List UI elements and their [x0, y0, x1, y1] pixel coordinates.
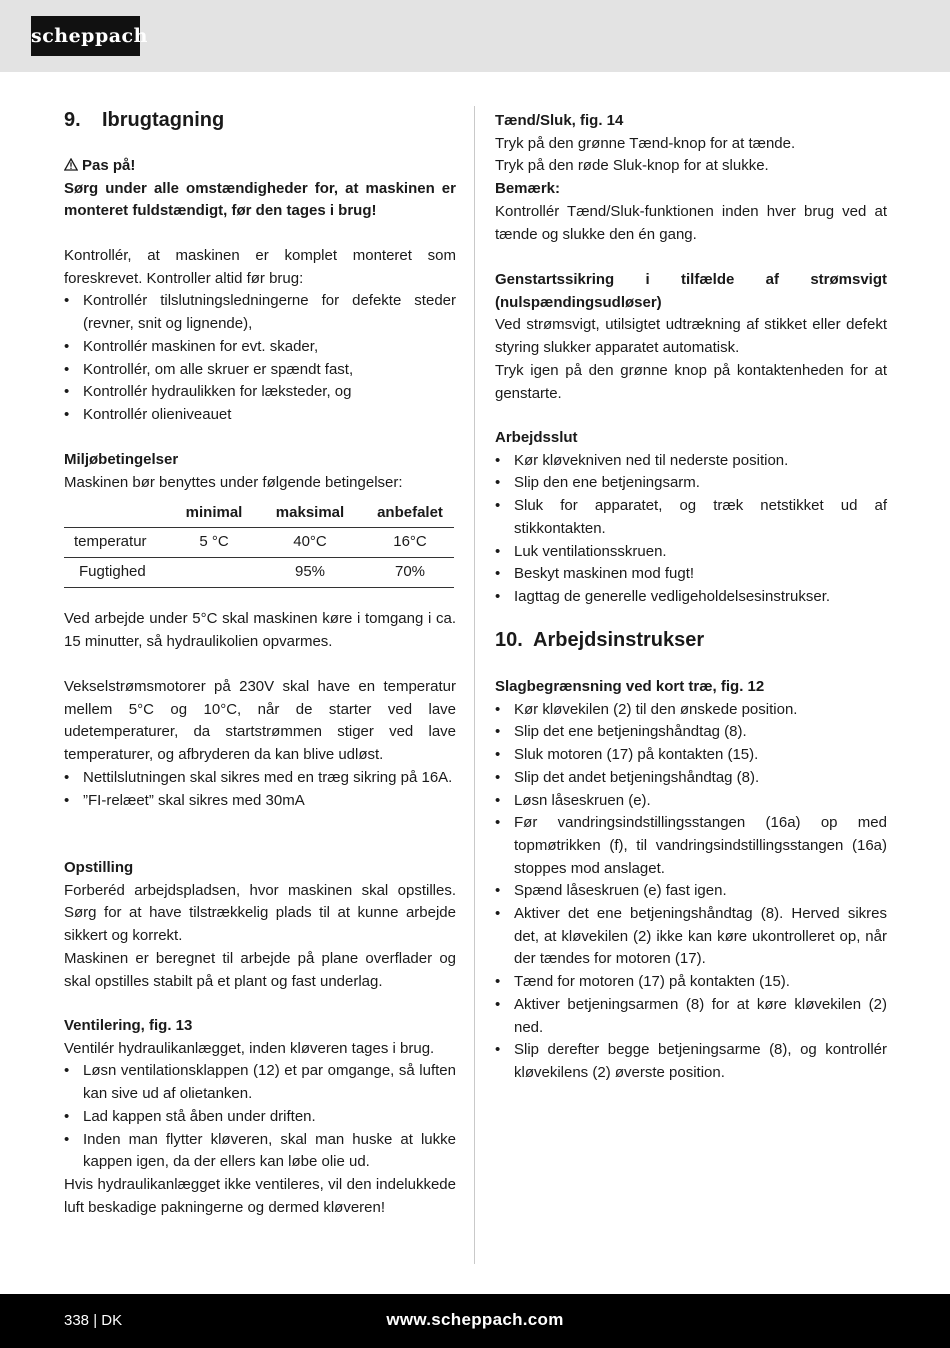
list-item: • Løsn låseskruen (e). [495, 790, 887, 813]
restart-paragraph: Ved strømsvigt, utilsigtet udtrækning af stikket eller defekt styring slukker apparatet automatisk. [495, 316, 887, 357]
end-block [495, 427, 887, 609]
table-cell: 5 °C [174, 528, 254, 558]
table-cell: 70% [366, 558, 454, 588]
note-heading: Bemærk: [495, 180, 561, 198]
onoff-line: Tryk på den røde Sluk-knop for at slukke. [495, 157, 769, 175]
list-item: • Beskyt maskinen mod fugt! [495, 563, 887, 586]
list-item: • Sluk for apparatet, og træk netstikket ud af stikkontakten. [495, 495, 887, 540]
motor-list [64, 767, 456, 812]
onoff-block [495, 110, 887, 246]
stroke-list [495, 699, 887, 1085]
table-cell: 95% [254, 558, 366, 588]
warning-text: Sørg under alle omstændigheder for, at maskinen er monteret fuldstændigt, før den tages i brug! [64, 179, 456, 220]
list-item: • Slip det andet betjeningshåndtag (8). [495, 767, 887, 790]
vent-list [64, 1060, 456, 1174]
list-item: • Iagttag de generelle vedligeholdelsesinstrukser. [495, 586, 887, 609]
check-list [64, 290, 456, 426]
list-item: • ”FI-relæet” skal sikres med 30mA [64, 790, 456, 813]
list-item: • Spænd låseskruen (e) fast igen. [495, 880, 887, 903]
vent-block [64, 1015, 456, 1219]
table-header-row [64, 499, 454, 528]
list-item: • Slip det ene betjeningshåndtag (8). [495, 721, 887, 744]
list-item: • Luk ventilationsskruen. [495, 541, 887, 564]
table-row [64, 528, 454, 558]
language-code: DK [101, 1312, 123, 1329]
table-cell: Fugtighed [64, 558, 174, 588]
list-item: • Aktiver betjeningsarmen (8) for at køre kløvekilen (2) ned. [495, 994, 887, 1039]
cold-text: Ved arbejde under 5°C skal maskinen køre i tomgang i ca. 15 minutter, så hydraulikolien opvarmes. [64, 610, 456, 650]
list-item: • Kontrollér tilslutningsledningerne for defekte steder (revner, snit og lignende), [64, 290, 456, 335]
list-item: • Før vandringsindstillingsstangen (16a) op med topmøtrikken (f), til vandringsindstillingsstangen (16a) stoppes mod anslaget. [495, 812, 887, 880]
brand-logo: scheppach [31, 16, 140, 56]
list-item: • Løsn ventilationsklappen (12) et par omgange, så luften kan sive ud af olietanken. [64, 1060, 456, 1105]
table-cell: 16°C [366, 528, 454, 558]
end-list [495, 450, 887, 609]
footer-band [0, 1294, 950, 1348]
env-table [64, 499, 454, 588]
table-header-cell: anbefalet [366, 499, 454, 528]
table-row [64, 558, 454, 588]
column-divider [474, 106, 475, 1264]
restart-heading: Genstartssikring i tilfælde af strømsvigt (nulspændingsudløser) [495, 271, 887, 311]
list-item: • Nettilslutningen skal sikres med en træg sikring på 16A. [64, 767, 456, 790]
vent-outro: Hvis hydraulikanlægget ikke ventileres, vil den indelukkede luft beskadige pakningerne og dermed kløveren! [64, 1175, 456, 1216]
stroke-block [495, 676, 887, 1085]
page-number: 338 [64, 1312, 90, 1329]
env-block [64, 449, 456, 494]
section-heading-9 [64, 107, 224, 133]
warning-title: Pas på! [82, 157, 136, 174]
list-item: • Kontrollér maskinen for evt. skader, [64, 336, 456, 359]
motor-block [64, 676, 456, 812]
intro-text: Kontrollér, at maskinen er komplet monteret som foreskrevet. Kontroller altid før brug: [64, 247, 456, 287]
vent-heading: Ventilering, fig. 13 [64, 1017, 193, 1034]
list-item: • Kør kløvekniven ned til nederste position. [495, 450, 887, 473]
restart-block [495, 269, 887, 405]
list-item: • Slip derefter begge betjeningsarme (8), og kontrollér kløvekilens (2) øverste position. [495, 1039, 887, 1084]
section-number: 9. [64, 109, 81, 131]
list-item: • Kontrollér, om alle skruer er spændt fast, [64, 359, 456, 382]
section-heading-10 [495, 627, 704, 653]
table-header-cell: maksimal [254, 499, 366, 528]
env-intro: Maskinen bør benyttes under følgende betingelser: [64, 473, 403, 491]
header-band [0, 0, 950, 72]
table-cell: temperatur [64, 528, 174, 558]
env-heading: Miljøbetingelser [64, 451, 179, 468]
motor-text: Vekselstrømsmotorer på 230V skal have en temperatur mellem 5°C og 10°C, når de starter ved lave udetemperaturer, da startstrømmen stiger ved lave temperaturer, og afbryderen da kan blive udløst. [64, 678, 456, 764]
note-text: Kontrollér Tænd/Sluk-funktionen inden hver brug ved at tænde og slukke den én gang. [495, 202, 887, 243]
list-item: • Inden man flytter kløveren, skal man huske at lukke kappen igen, da der ellers kan løbe olie ud. [64, 1129, 456, 1174]
end-heading: Arbejdsslut [495, 429, 578, 446]
website-link[interactable]: www.scheppach.com [386, 1310, 564, 1329]
restart-paragraph: Tryk igen på den grønne knop på kontaktenheden for at genstarte. [495, 361, 887, 402]
precheck-block [64, 245, 456, 427]
table-cell: 40°C [254, 528, 366, 558]
list-item: • Sluk motoren (17) på kontakten (15). [495, 744, 887, 767]
setup-heading: Opstilling [64, 859, 134, 876]
footer-separator: | [93, 1312, 98, 1329]
cold-block [64, 608, 456, 653]
section-title: Arbejdsinstrukser [533, 629, 705, 651]
onoff-line: Tryk på den grønne Tænd-knop for at tænde. [495, 134, 796, 152]
setup-paragraph: Maskinen er beregnet til arbejde på plane overflader og skal opstilles stabilt på et plant og fast underlag. [64, 949, 456, 990]
vent-intro: Ventilér hydraulikanlægget, inden kløveren tages i brug. [64, 1039, 435, 1057]
table-header-cell: minimal [174, 499, 254, 528]
list-item: • Aktiver det ene betjeningshåndtag (8). Herved sikres det, at kløvekilen (2) ikke kan køre ukontrolleret op, når der tændes for motoren (17). [495, 903, 887, 971]
onoff-heading: Tænd/Sluk, fig. 14 [495, 112, 624, 129]
list-item: • Slip den ene betjeningsarm. [495, 472, 887, 495]
list-item: • Lad kappen stå åben under driften. [64, 1106, 456, 1129]
list-item: • Kontrollér hydraulikken for læksteder, og [64, 381, 456, 404]
warning-triangle-icon [64, 158, 78, 171]
table-header-cell [64, 499, 174, 528]
setup-block [64, 857, 456, 993]
list-item: • Kontrollér olieniveauet [64, 404, 456, 427]
section-title: Ibrugtagning [102, 109, 225, 131]
table-cell [174, 558, 254, 588]
setup-paragraph: Forberéd arbejdspladsen, hvor maskinen skal opstilles. Sørg for at have tilstrækkelig plads til at kunne arbejde sikkert og korrekt. [64, 881, 456, 945]
stroke-heading: Slagbegrænsning ved kort træ, fig. 12 [495, 678, 765, 695]
list-item: • Kør kløvekilen (2) til den ønskede position. [495, 699, 887, 722]
section-number: 10. [495, 629, 523, 651]
warning-block [64, 155, 456, 223]
list-item: • Tænd for motoren (17) på kontakten (15). [495, 971, 887, 994]
